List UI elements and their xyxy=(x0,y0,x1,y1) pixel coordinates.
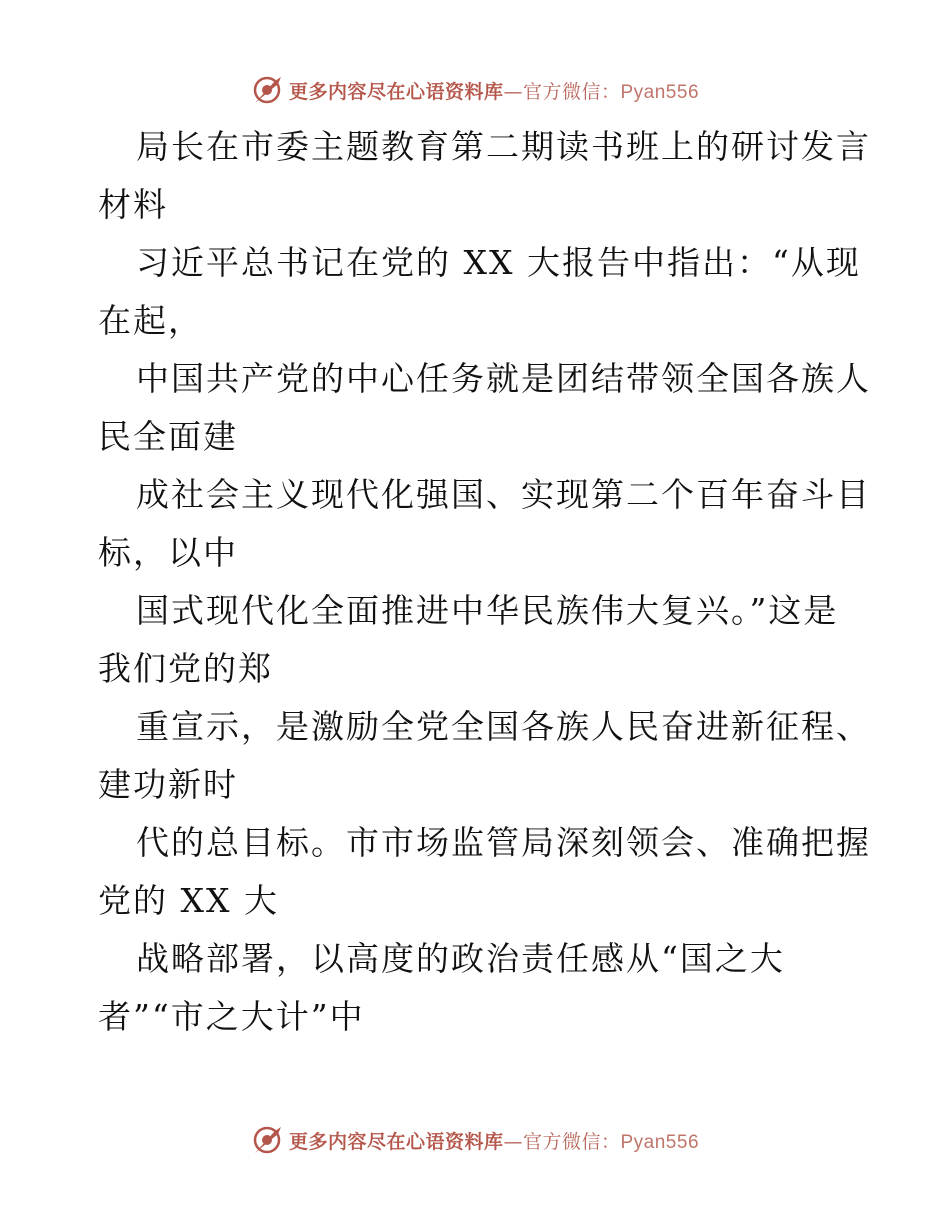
text-line: 民全面建 xyxy=(98,417,238,456)
text-line: 建功新时 xyxy=(98,765,238,804)
text-line: 党的 XX 大 xyxy=(98,881,279,920)
text-line: 者”“市之大计”中 xyxy=(98,997,365,1036)
text-line: 材料 xyxy=(98,185,168,224)
text-line: 代的总目标。市市场监管局深刻领会、准确把握 xyxy=(136,823,871,862)
watermark-text xyxy=(289,77,699,104)
text-line: 在起， xyxy=(98,301,203,340)
text-line: 重宣示，是激励全党全国各族人民奋进新征程、 xyxy=(136,707,871,746)
watermark-separator: —官方微信： xyxy=(503,1130,621,1153)
watermark-id: Pyan556 xyxy=(620,1131,700,1153)
quill-seal-icon xyxy=(251,73,285,107)
text-line: 习近平总书记在党的 XX 大报告中指出：“从现 xyxy=(136,243,861,282)
text-line: 成社会主义现代化强国、实现第二个百年奋斗目 xyxy=(136,475,871,514)
quill-seal-icon xyxy=(251,1123,285,1157)
text-line: 中国共产党的中心任务就是团结带领全国各族人 xyxy=(136,359,871,398)
text-line: 局长在市委主题教育第二期读书班上的研讨发言 xyxy=(136,127,871,166)
text-line: 我们党的郑 xyxy=(98,649,273,688)
watermark-text xyxy=(289,1127,699,1154)
watermark-id: Pyan556 xyxy=(620,81,700,103)
text-line: 国式现代化全面推进中华民族伟大复兴。”这是 xyxy=(136,591,839,630)
watermark-separator: —官方微信： xyxy=(503,80,621,103)
document-body xyxy=(98,118,871,1046)
text-line: 战略部署，以高度的政治责任感从“国之大 xyxy=(136,939,785,978)
footer-watermark xyxy=(0,1120,950,1160)
text-line: 标，以中 xyxy=(98,533,238,572)
watermark-main: 更多内容尽在心语资料库 xyxy=(288,1130,504,1153)
header-watermark xyxy=(0,70,950,110)
watermark-main: 更多内容尽在心语资料库 xyxy=(288,80,504,103)
